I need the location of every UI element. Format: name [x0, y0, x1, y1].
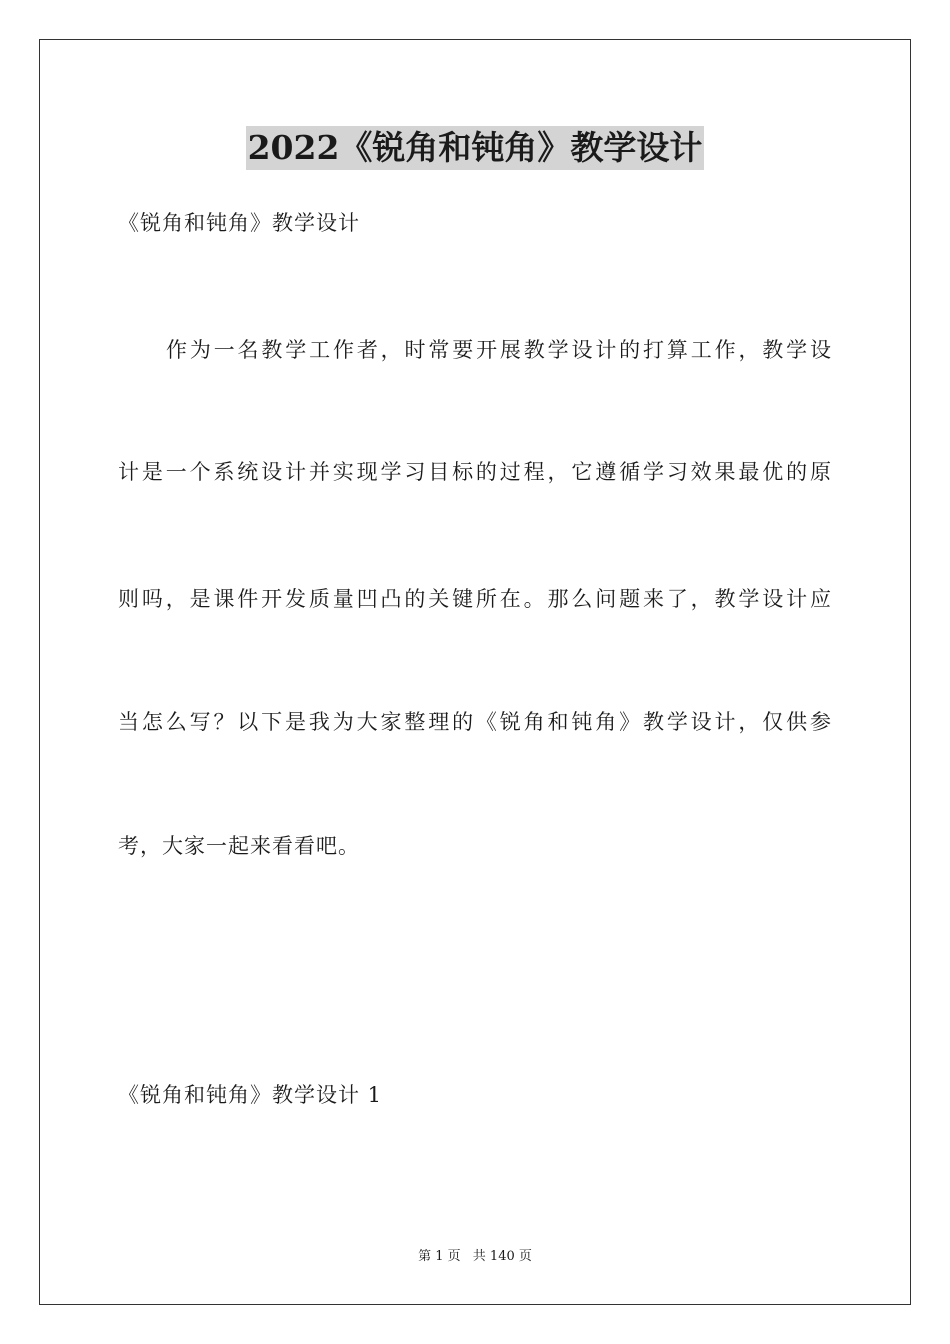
document-title: 2022《锐角和钝角》教学设计	[246, 126, 705, 170]
document-subtitle: 《锐角和钝角》教学设计	[118, 211, 360, 235]
intro-paragraph-line: 则吗，是课件开发质量凹凸的关键所在。那么问题来了，教学设计应	[118, 587, 832, 611]
page-footer	[0, 1248, 950, 1266]
intro-paragraph-line: 考，大家一起来看看吧。	[118, 834, 360, 858]
intro-paragraph-line: 当怎么写？以下是我为大家整理的《锐角和钝角》教学设计，仅供参	[118, 710, 832, 734]
section-heading: 《锐角和钝角》教学设计 1	[118, 1083, 383, 1107]
page-total: 共 140 页	[472, 1249, 532, 1264]
page-number: 第 1 页	[418, 1249, 461, 1264]
intro-paragraph-line: 计是一个系统设计并实现学习目标的过程，它遵循学习效果最优的原	[118, 460, 832, 484]
title-container	[0, 126, 950, 170]
intro-paragraph-line: 作为一名教学工作者，时常要开展教学设计的打算工作，教学设	[166, 338, 832, 362]
